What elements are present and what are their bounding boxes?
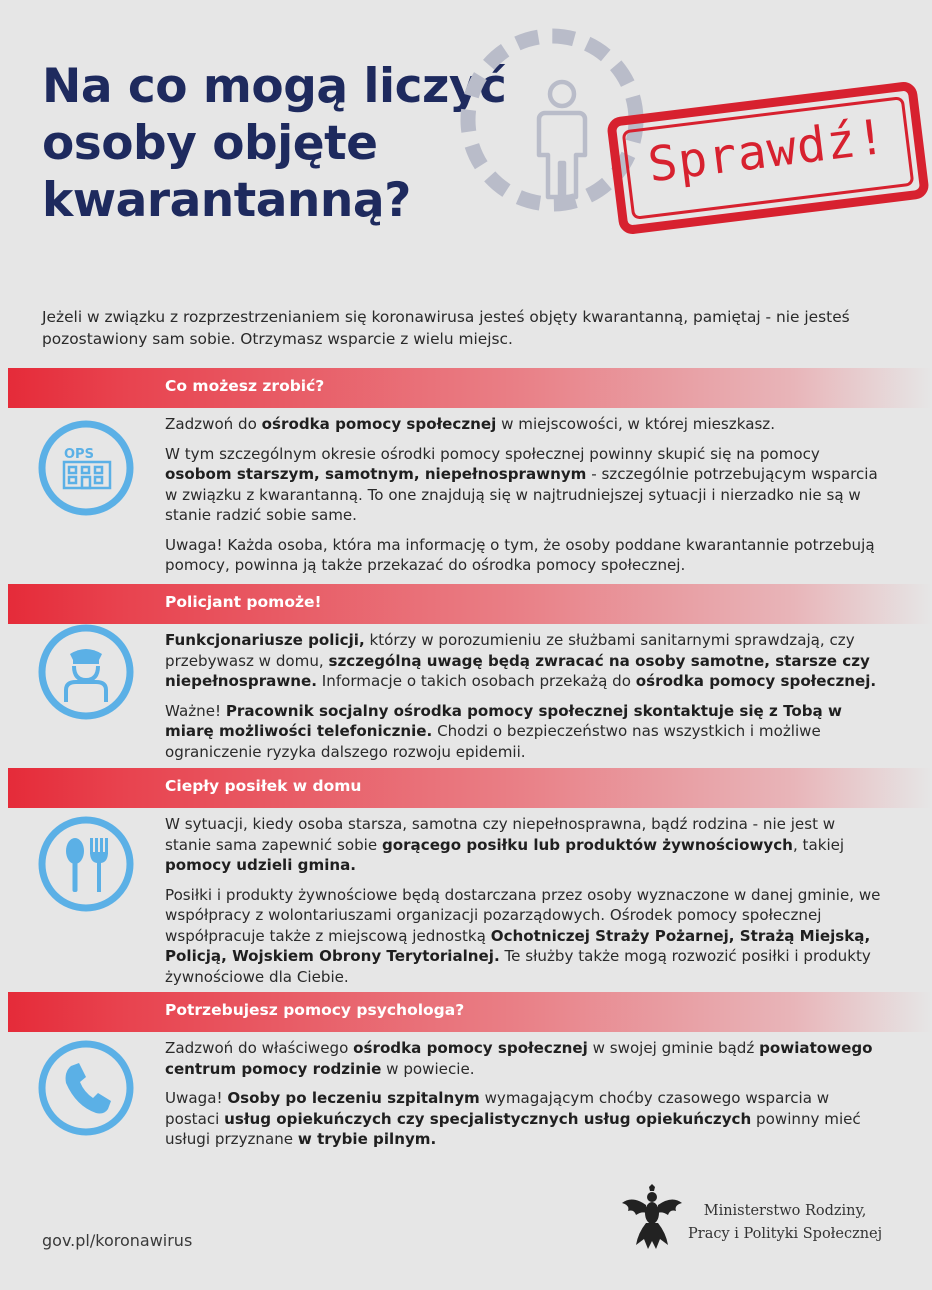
ops-label: OPS (64, 447, 94, 462)
section-heading: Policjant pomoże! (165, 593, 322, 611)
section-heading: Potrzebujesz pomocy psychologa? (165, 1001, 465, 1019)
eagle-emblem-icon (620, 1183, 684, 1255)
ministry-line: Ministerstwo Rodziny, (703, 1203, 867, 1219)
section-header-cieply-posilek (8, 768, 932, 808)
ops-building-icon (38, 420, 134, 516)
section-heading: Co możesz zrobić? (165, 377, 325, 395)
police-officer-icon (38, 624, 134, 720)
title-line: Na co mogą liczyć (42, 59, 507, 114)
phone-icon (38, 1040, 134, 1136)
ministry-line: Pracy i Polityki Społecznej (688, 1226, 883, 1242)
page-title (42, 58, 522, 229)
section-body-3: W sytuacji, kiedy osoba starsza, samotna czy niepełnosprawna, bądź rodzina - nie jest w stanie sama zapewnić sobie gorącego posiłku lub produktów żywnościowych, takiej pomocy udzieli gmina. Posiłki i produkty żywnościowe będą dostarczana przez osoby wyznaczone w danej gminie, we współpracy z wolontariuszami organizacji pozarządowych. Ośrodek pomocy społecznej współpracuje także z miejscową jednostką Ochotniczej Straży Pożarnej, Strażą Miejską, Policją, Wojskiem Obrony Terytorialnej. Te służby także mogą rozwozić posiłki i produkty żywnościowe dla Ciebie. (165, 815, 881, 986)
footer-url: gov.pl/koronawirus (42, 1231, 193, 1250)
section-body-1: Zadzwoń do ośrodka pomocy społecznej w miejscowości, w której mieszkasz. W tym szczególnym okresie ośrodki pomocy społecznej powinny skupić się na pomocy osobom starszym, samotnym, niepełnosprawnym - szczególnie potrzebującym wsparcia w związku z kwarantanną. To one znajdują się w najtrudniejszej sytuacji i nierzadko nie są w stanie radzić sobie same. Uwaga! Każda osoba, która ma informację o tym, że osoby poddane kwarantannie potrzebują pomocy, powinna ją także przekazać do ośrodka pomocy społecznej. (165, 415, 878, 574)
section-header-co-mozesz-zrobic (8, 368, 932, 408)
intro-text: Jeżeli w związku z rozprzestrzenianiem się koronawirusa jesteś objęty kwarantanną, pamiętaj - nie jesteś pozostawiony sam sobie. Otrzymasz wsparcie z wielu miejsc. (42, 308, 850, 348)
section-body-4: Zadzwoń do właściwego ośrodka pomocy społecznej w swojej gminie bądź powiatowego centrum pomocy rodzinie w powiecie. Uwaga! Osoby po leczeniu szpitalnym wymagającym choćby czasowego wsparcia w postaci usług opiekuńczych czy specjalistycznych usług opiekuńczych powinny mieć usługi przyznane w trybie pilnym. (165, 1039, 873, 1148)
sprawdz-stamp (606, 80, 930, 235)
section-header-policjant-pomoze (8, 584, 932, 624)
title-line: osoby objęte (42, 116, 378, 171)
section-heading: Ciepły posiłek w domu (165, 777, 362, 795)
stamp-text: Sprawdź! (645, 108, 890, 194)
section-body-2: Funkcjonariusze policji, którzy w porozumieniu ze służbami sanitarnymi sprawdzają, czy przebywasz w domu, szczególną uwagę będą zwracać na osoby samotne, starsze czy niepełnosprawne. Informacje o takich osobach przekażą do ośrodka pomocy społecznej. Ważne! Pracownik socjalny ośrodka pomocy społecznej skontaktuje się z Tobą w miarę możliwości telefonicznie. Chodzi o bezpieczeństwo nas wszystkich i możliwe ograniczenie ryzyka dalszego rozwoju epidemii. (165, 631, 877, 761)
ministry-name (688, 1200, 882, 1246)
title-line: kwarantanną? (42, 173, 411, 228)
section-header-pomoc-psychologa (8, 992, 932, 1032)
spoon-fork-icon (38, 816, 134, 912)
